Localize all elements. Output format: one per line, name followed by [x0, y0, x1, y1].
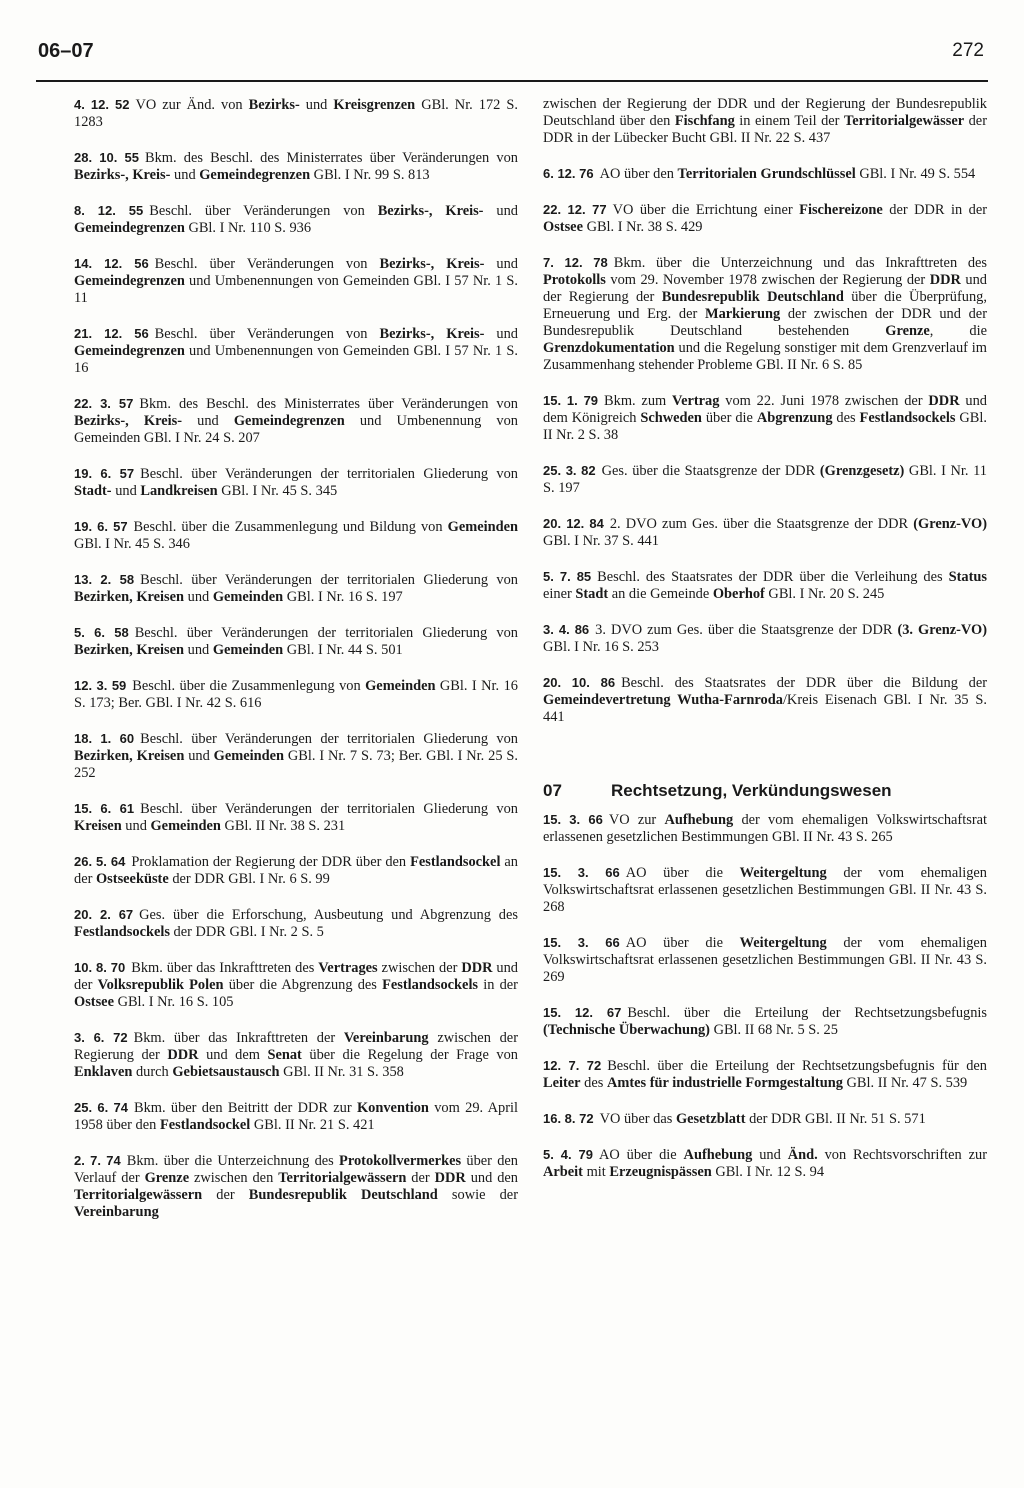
entry-date: 20. 12. 84	[543, 516, 604, 531]
entry-keyword: Protokollvermerkes	[339, 1153, 462, 1169]
entry-text: und	[752, 1147, 788, 1163]
entry-text: und dem Königreich	[543, 393, 987, 426]
entry-keyword: Gemeinden	[213, 748, 285, 764]
entry-text: und	[299, 97, 334, 113]
entry-keyword: Bundesrepublik Deutschland	[661, 289, 844, 305]
entry-keyword: Aufhebung	[664, 812, 734, 828]
entry-text: Beschl. des Staatsrates der DDR über die Bildung der	[621, 675, 987, 691]
entry-text: von Rechtsvorschriften zur	[817, 1147, 988, 1163]
entry-keyword: Volksrepublik Polen	[97, 977, 224, 993]
entry-text: über die	[701, 410, 757, 426]
entry-text: an der	[74, 854, 518, 887]
entry-text: GBl. I Nr. 16 S. 253	[543, 639, 659, 655]
entry-text: GBl. II Nr. 47 S. 539	[842, 1075, 968, 1091]
entry-keyword: Vertrages	[318, 960, 378, 976]
entry-keyword: (Technische Überwachung)	[543, 1022, 710, 1038]
law-entry	[74, 395, 518, 447]
entry-text: Beschl. über die Zusammenlegung von	[132, 678, 366, 694]
entry-date: 21. 12. 56	[74, 326, 149, 341]
entry-text: GBl. I Nr. 11 S. 197	[543, 463, 987, 496]
entry-keyword: Territorialgewässern	[278, 1170, 407, 1186]
entry-text: Beschl. über Veränderungen von	[154, 256, 380, 272]
entry-text: vom 22. Juni 1978 zwischen der	[719, 393, 929, 409]
entry-text: VO über das	[599, 1111, 676, 1127]
entry-keyword: Amtes für industrielle Formgestaltung	[606, 1075, 843, 1091]
entry-keyword: Territorialen Grundschlüssel	[677, 166, 856, 182]
entry-keyword: Territorialgewässern	[74, 1187, 203, 1203]
entry-text: über die Regelung der Frage von	[301, 1047, 518, 1063]
entry-date: 3. 4. 86	[543, 622, 590, 637]
entry-text: und	[184, 642, 213, 658]
law-entry	[74, 1099, 518, 1134]
entry-text: und	[484, 326, 518, 342]
entry-text: Beschl. über Veränderungen der territorialen Gliederung von	[140, 572, 518, 588]
entry-text: vom 29. April 1958 über den	[74, 1100, 518, 1133]
entry-keyword: Stadt	[575, 586, 609, 602]
entry-date: 8. 12. 55	[74, 203, 144, 218]
entry-keyword: Gemeinden	[447, 519, 518, 535]
section-entries	[543, 811, 987, 1181]
entry-date: 20. 2. 67	[74, 907, 134, 922]
entry-keyword: Weitergeltung	[739, 865, 827, 881]
law-entry	[543, 934, 987, 986]
entry-keyword: Grenze	[144, 1170, 190, 1186]
entry-keyword: Bundesrepublik Deutschland	[248, 1187, 438, 1203]
entry-date: 20. 10. 86	[543, 675, 616, 690]
entry-text: Bkm. über das Inkrafttreten der	[133, 1030, 344, 1046]
entry-keyword: DDR	[929, 272, 961, 288]
entry-text: GBl. I Nr. 20 S. 245	[764, 586, 885, 602]
entry-keyword: Bezirks-, Kreis-	[377, 203, 484, 219]
entry-text: und	[484, 256, 518, 272]
entry-text: Bkm. des Beschl. des Ministerrates über Veränderungen von	[139, 396, 518, 412]
entry-text: AO über die	[625, 865, 740, 881]
entry-keyword: Senat	[267, 1047, 302, 1063]
entry-keyword: Gemeindevertretung Wutha-Farnroda	[543, 692, 783, 708]
entry-keyword: Gemeinden	[365, 678, 436, 694]
entry-date: 5. 6. 58	[74, 625, 129, 640]
law-entry	[543, 515, 987, 550]
entry-keyword: DDR	[434, 1170, 466, 1186]
entry-keyword: Oberhof	[712, 586, 765, 602]
law-entry	[543, 1110, 987, 1128]
entry-date: 25. 3. 82	[543, 463, 596, 478]
entry-text: Bkm. über die Unterzeichnung des	[126, 1153, 340, 1169]
entry-text: GBl. II Nr. 38 S. 231	[220, 818, 346, 834]
entry-text: in der	[478, 977, 518, 993]
right-column-entries	[543, 96, 987, 726]
entry-text: über die Abgrenzung des	[223, 977, 383, 993]
entry-keyword: Bezirks-, Kreis-	[74, 413, 182, 429]
entry-date: 2. 7. 74	[74, 1153, 121, 1168]
entry-keyword: Ostsee	[543, 219, 583, 235]
entry-keyword: Vereinbarung	[343, 1030, 429, 1046]
entry-text: Beschl. über Veränderungen der territorialen Gliederung von	[140, 801, 518, 817]
entry-text: Bkm. über das Inkrafttreten des	[131, 960, 319, 976]
law-entry	[74, 1152, 518, 1221]
law-entry	[74, 677, 518, 712]
entry-text: und	[111, 483, 141, 499]
entry-keyword: Erzeugnispässen	[609, 1164, 712, 1180]
entry-text: VO über die Errichtung einer	[612, 202, 800, 218]
law-entry	[74, 149, 518, 184]
section-code: 06–07	[38, 40, 94, 62]
entry-text: GBl. I Nr. 45 S. 345	[217, 483, 338, 499]
law-entry	[543, 201, 987, 236]
entry-keyword: Gemeindegrenzen	[74, 220, 185, 236]
entry-text: und Umbenennungen von Gemeinden GBl. I 57 Nr. 1 S. 16	[74, 343, 518, 376]
entry-text: Ges. über die Staatsgrenze der DDR	[601, 463, 820, 479]
law-entry	[74, 202, 518, 237]
entry-text: der DDR in der Lübecker Bucht GBl. II Nr. 22 S. 437	[543, 113, 987, 146]
entry-text: sowie der	[437, 1187, 518, 1203]
entry-text: AO über den	[599, 166, 678, 182]
entry-keyword: Gemeindegrenzen	[74, 343, 185, 359]
law-entry	[74, 325, 518, 377]
entry-keyword: Gemeinden	[212, 589, 284, 605]
entry-keyword: (Grenzgesetz)	[819, 463, 905, 479]
entry-text: einer	[543, 586, 576, 602]
entry-text: der vom ehemaligen Volkswirtschaftsrat erlassenen gesetzlichen Bestimmungen GBl. II Nr. 43 S. 269	[543, 935, 987, 985]
entry-text: GBl. I Nr. 7 S. 73; Ber. GBl. I Nr. 25 S. 252	[74, 748, 519, 781]
entry-date: 5. 4. 79	[543, 1147, 593, 1162]
entry-text: GBl. Nr. 172 S. 1283	[74, 97, 518, 130]
entry-keyword: Markierung	[705, 306, 781, 322]
entry-text: Beschl. des Staatsrates der DDR über die Verleihung des	[597, 569, 949, 585]
entry-keyword: Gemeinden	[212, 642, 284, 658]
law-entry	[74, 518, 518, 553]
entry-keyword: Festlandsockels	[382, 977, 479, 993]
entry-date: 19. 6. 57	[74, 466, 135, 481]
law-entry	[543, 621, 987, 656]
entry-text: Bkm. über die Unterzeichnung und das Inkrafttreten des	[613, 255, 987, 271]
entry-keyword: Gemeindegrenzen	[199, 167, 311, 183]
entry-keyword: Gemeinden	[150, 818, 221, 834]
entry-date: 12. 3. 59	[74, 678, 127, 693]
entry-text: GBl. I Nr. 110 S. 936	[184, 220, 312, 236]
entry-text: der zwischen der DDR und der Bundesrepublik Deutschland bestehenden	[543, 306, 987, 339]
entry-text: und Umbenennung von Gemeinden GBl. I Nr. 24 S. 207	[74, 413, 519, 446]
entry-text: 3. DVO zum Ges. über die Staatsgrenze der DDR	[595, 622, 898, 638]
entry-date: 15. 3. 66	[543, 865, 620, 880]
entry-text: und	[121, 818, 151, 834]
entry-text: vom 29. November 1978 zwischen der Regierung der	[605, 272, 930, 288]
entry-text: über die Überprüfung, Erneuerung und Erg. der	[543, 289, 987, 322]
entry-text: zwischen der Regierung der	[74, 1030, 518, 1063]
entry-date: 25. 6. 74	[74, 1100, 129, 1115]
entry-date: 6. 12. 76	[543, 166, 594, 181]
entry-text: GBl. II Nr. 31 S. 358	[279, 1064, 404, 1080]
entry-text: /Kreis Eisenach GBl. I Nr. 35 S. 441	[543, 692, 987, 725]
entry-date: 4. 12. 52	[74, 97, 130, 112]
entry-date: 22. 12. 77	[543, 202, 607, 217]
entry-keyword: Konvention	[356, 1100, 429, 1116]
entry-text: GBl. I Nr. 38 S. 429	[582, 219, 703, 235]
law-entry	[74, 255, 518, 307]
law-entry	[74, 1029, 518, 1081]
entry-date: 19. 6. 57	[74, 519, 128, 534]
entry-date: 5. 7. 85	[543, 569, 592, 584]
entry-text: Proklamation der Regierung der DDR über den	[131, 854, 411, 870]
page-header	[0, 40, 1024, 70]
entry-keyword: Änd.	[787, 1147, 818, 1163]
entry-text: Beschl. über die Zusammenlegung und Bildung von	[133, 519, 448, 535]
entry-text: AO über die	[625, 935, 740, 951]
entry-text: GBl. II 68 Nr. 5 S. 25	[709, 1022, 838, 1038]
entry-date: 15. 3. 66	[543, 935, 620, 950]
entry-date: 26. 5. 64	[74, 854, 126, 869]
entry-keyword: Bezirks-, Kreis-	[379, 256, 485, 272]
law-entry	[543, 1004, 987, 1039]
entry-text: des	[832, 410, 860, 426]
law-entry	[74, 624, 518, 659]
entry-text: und den	[465, 1170, 519, 1186]
entry-keyword: (3. Grenz-VO)	[897, 622, 987, 638]
law-entry	[543, 165, 987, 183]
law-entry	[543, 1057, 987, 1092]
entry-keyword: Kreisgrenzen	[333, 97, 416, 113]
law-entry	[74, 959, 518, 1011]
entry-text: in einem Teil der	[734, 113, 844, 129]
entry-text: GBl. II Nr. 2 S. 38	[543, 410, 987, 443]
entry-keyword: Kreisen	[74, 818, 122, 834]
entry-text: zwischen der Regierung der DDR und der Regierung der Bundesrepublik Deutschland über den	[543, 96, 987, 129]
law-entry	[543, 674, 987, 726]
entry-text: GBl. II Nr. 21 S. 421	[250, 1117, 375, 1133]
entry-keyword: Territorialgewässer	[843, 113, 965, 129]
entry-keyword: Arbeit	[543, 1164, 583, 1180]
entry-text: mit	[582, 1164, 610, 1180]
entry-date: 10. 8. 70	[74, 960, 126, 975]
entry-keyword: Gesetzblatt	[675, 1111, 746, 1127]
law-entry	[74, 730, 518, 782]
section-number: 07	[543, 781, 562, 800]
entry-keyword: DDR	[928, 393, 960, 409]
entry-text: der vom ehemaligen Volkswirtschaftsrat erlassenen gesetzlichen Bestimmungen GBl. II Nr. 43 S. 268	[543, 865, 987, 915]
entry-date: 12. 7. 72	[543, 1058, 602, 1073]
entry-text: Beschl. über Veränderungen der territorialen Gliederung von	[140, 466, 518, 482]
entry-keyword: Festlandsockel	[410, 854, 501, 870]
entry-text: durch	[132, 1064, 173, 1080]
entry-keyword: Bezirks-, Kreis-	[74, 167, 171, 183]
entry-date: 14. 12. 56	[74, 256, 149, 271]
section-title: Rechtsetzung, Verkündungswesen	[611, 781, 892, 800]
law-entry	[543, 568, 987, 603]
entry-date: 15. 1. 79	[543, 393, 599, 408]
entry-text: und die Regelung sonstiger mit dem Grenzverlauf im Zusammenhang stehender Probleme GBl. II Nr. 6 S. 85	[543, 340, 987, 373]
entry-date: 3. 6. 72	[74, 1030, 128, 1045]
entry-text: und dem	[198, 1047, 268, 1063]
section-heading	[543, 782, 987, 799]
entry-text: GBl. I Nr. 44 S. 501	[283, 642, 403, 658]
entry-keyword: Landkreisen	[140, 483, 218, 499]
entry-keyword: Fischereizone	[799, 202, 883, 218]
entry-text: der DDR GBl. I Nr. 2 S. 5	[169, 924, 324, 940]
entry-text: und	[170, 167, 200, 183]
law-entry	[74, 906, 518, 941]
entry-keyword: Grenze	[885, 323, 930, 339]
law-entry	[74, 853, 518, 888]
law-entry	[74, 571, 518, 606]
entry-date: 13. 2. 58	[74, 572, 135, 587]
header-rule	[36, 80, 988, 82]
entry-keyword: Stadt-	[74, 483, 112, 499]
entry-text: Bkm. des Beschl. des Ministerrates über Veränderungen von	[145, 150, 518, 166]
entry-text: des	[580, 1075, 607, 1091]
entry-keyword: Festlandsockels	[859, 410, 956, 426]
entry-text: Beschl. über die Erteilung der Rechtsetzungsbefugnis für den	[607, 1058, 987, 1074]
entry-keyword: Vereinbarung	[74, 1204, 159, 1220]
entry-text: und der	[74, 960, 518, 993]
entry-keyword: DDR	[461, 960, 493, 976]
entry-keyword: Ostsee	[74, 994, 114, 1010]
entry-text: der DDR GBl. II Nr. 51 S. 571	[745, 1111, 926, 1127]
entry-date: 28. 10. 55	[74, 150, 140, 165]
entry-text: GBl. I Nr. 45 S. 346	[74, 536, 190, 552]
entry-text: und	[184, 748, 214, 764]
entry-text: Beschl. über die Erteilung der Rechtsetzungsbefugnis	[627, 1005, 988, 1021]
entry-text: 2. DVO zum Ges. über die Staatsgrenze der DDR	[609, 516, 914, 532]
entry-text: VO zur Änd. von	[135, 97, 249, 113]
entry-text: GBl. I Nr. 99 S. 813	[310, 167, 430, 183]
entry-date: 18. 1. 60	[74, 731, 135, 746]
entry-keyword: Schweden	[640, 410, 702, 426]
entry-text: Beschl. über Veränderungen der territorialen Gliederung von	[134, 625, 518, 641]
entry-keyword: Enklaven	[74, 1064, 133, 1080]
entry-keyword: Aufhebung	[683, 1147, 753, 1163]
law-entry	[74, 800, 518, 835]
entry-keyword: Grenzdokumentation	[543, 340, 675, 356]
entry-text: und	[182, 413, 234, 429]
entry-keyword: Bezirken, Kreisen	[74, 748, 185, 764]
entry-text: Bkm. zum	[604, 393, 673, 409]
entry-date: 15. 3. 66	[543, 812, 603, 827]
right-column	[543, 96, 987, 1199]
entry-keyword: Bezirken, Kreisen	[74, 642, 185, 658]
entry-keyword: Ostseeküste	[95, 871, 169, 887]
entry-keyword: Gebietsaustausch	[172, 1064, 280, 1080]
entry-keyword: Bezirken, Kreisen	[74, 589, 185, 605]
left-column	[74, 96, 518, 1239]
law-entry	[543, 462, 987, 497]
entry-text: und Umbenennungen von Gemeinden GBl. I 57 Nr. 1 S. 11	[74, 273, 518, 306]
entry-text: AO über die	[598, 1147, 684, 1163]
entry-keyword: Bezirks-	[248, 97, 300, 113]
law-entry	[543, 96, 987, 147]
entry-text: Beschl. über Veränderungen von	[154, 326, 380, 342]
law-entry	[543, 811, 987, 846]
entry-keyword: Gemeindegrenzen	[233, 413, 345, 429]
entry-text: GBl. I Nr. 16 S. 105	[113, 994, 234, 1010]
entry-text: Beschl. über Veränderungen der territorialen Gliederung von	[140, 731, 518, 747]
entry-text: Beschl. über Veränderungen von	[149, 203, 378, 219]
law-entry	[74, 96, 518, 131]
entry-text: und der Regierung der	[543, 272, 987, 305]
entry-text: und	[483, 203, 518, 219]
entry-text: GBl. I Nr. 37 S. 441	[543, 533, 659, 549]
entry-text: GBl. I Nr. 16 S. 173; Ber. GBl. I Nr. 42 S. 616	[74, 678, 518, 711]
entry-text: , die	[929, 323, 987, 339]
entry-keyword: Festlandsockel	[159, 1117, 251, 1133]
entry-keyword: (Grenz-VO)	[913, 516, 987, 532]
entry-keyword: Abgrenzung	[756, 410, 833, 426]
entry-text: zwischen den	[189, 1170, 279, 1186]
entry-text: GBl. I Nr. 12 S. 94	[711, 1164, 825, 1180]
entry-date: 15. 12. 67	[543, 1005, 622, 1020]
entry-keyword: Vertrag	[672, 393, 720, 409]
entry-text: GBl. I Nr. 16 S. 197	[283, 589, 403, 605]
entry-date: 15. 6. 61	[74, 801, 135, 816]
page-number: 272	[952, 40, 984, 61]
entry-text: über den Verlauf der	[74, 1153, 519, 1186]
law-entry	[74, 465, 518, 500]
law-entry	[543, 1146, 987, 1181]
entry-text: an die Gemeinde	[608, 586, 713, 602]
entry-text: der	[406, 1170, 435, 1186]
entry-date: 16. 8. 72	[543, 1111, 594, 1126]
entry-keyword: Weitergeltung	[739, 935, 827, 951]
entry-keyword: Bezirks-, Kreis-	[379, 326, 485, 342]
entry-text: zwischen der	[377, 960, 462, 976]
entry-keyword: Fischfang	[674, 113, 735, 129]
law-entry	[543, 392, 987, 444]
entry-text: der vom ehemaligen Volkswirtschaftsrat erlassenen gesetzlichen Bestimmungen GBl. II Nr. 43 S. 265	[543, 812, 987, 845]
entry-keyword: Status	[948, 569, 987, 585]
entry-keyword: Gemeindegrenzen	[74, 273, 185, 289]
entry-text: GBl. I Nr. 49 S. 554	[855, 166, 976, 182]
entry-keyword: DDR	[167, 1047, 199, 1063]
entry-text: Ges. über die Erforschung, Ausbeutung und Abgrenzung des	[139, 907, 518, 923]
entry-text: und	[184, 589, 213, 605]
law-entry	[543, 254, 987, 374]
entry-keyword: Festlandsockels	[74, 924, 170, 940]
entry-date: 22. 3. 57	[74, 396, 134, 411]
entry-keyword: Protokolls	[543, 272, 606, 288]
entry-keyword: Leiter	[543, 1075, 581, 1091]
entry-text: VO zur	[608, 812, 665, 828]
entry-text: der DDR GBl. I Nr. 6 S. 99	[168, 871, 330, 887]
entry-text: der	[202, 1187, 249, 1203]
law-entry	[543, 864, 987, 916]
entry-text: Bkm. über den Beitritt der DDR zur	[134, 1100, 357, 1116]
entry-date: 7. 12. 78	[543, 255, 608, 270]
entry-text: der DDR in der	[882, 202, 988, 218]
